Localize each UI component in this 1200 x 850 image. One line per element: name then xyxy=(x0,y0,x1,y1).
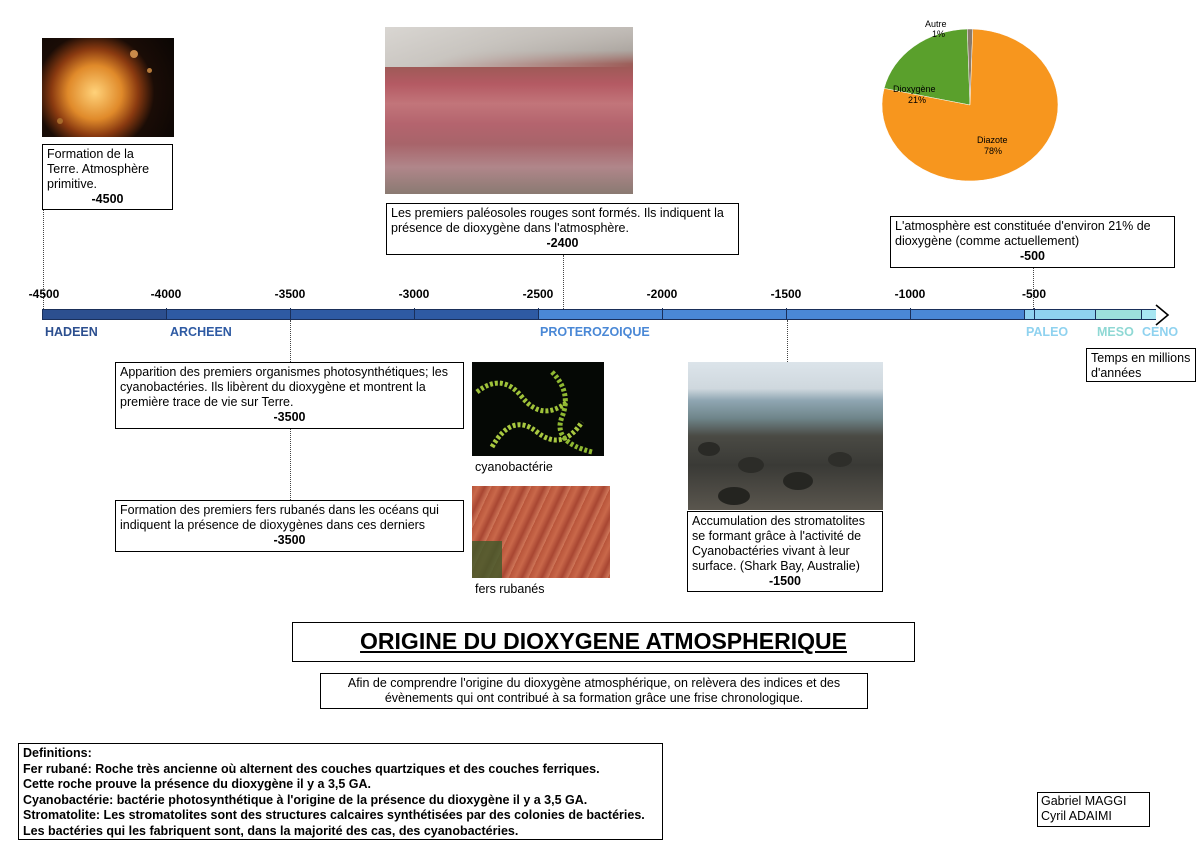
event-atmosphere xyxy=(890,216,1175,268)
tick-label: -2000 xyxy=(646,287,678,301)
tick-label: -500 xyxy=(1021,287,1047,301)
era-band-hadeen xyxy=(43,310,167,319)
cyanobacteria-filaments xyxy=(472,362,604,456)
author-name: Cyril ADAIMI xyxy=(1041,809,1112,823)
tick-mark xyxy=(166,308,167,320)
event-fers-year: -3500 xyxy=(273,533,306,547)
intro-text: Afin de comprendre l'origine du dioxygène atmosphérique, on relèvera des indices et des évènements qui ont contribué à sa formation grâce une frise chronologique. xyxy=(347,676,841,705)
definition-fer: Fer rubané: Roche très ancienne où alternent des couches quartziques et des couches ferriques. xyxy=(23,761,600,776)
event-cyanobacteries xyxy=(115,362,464,429)
tick-label: -1000 xyxy=(894,287,926,301)
authors-box xyxy=(1037,792,1150,827)
event-paleosols xyxy=(386,203,739,255)
pie-value-diazote: 78% xyxy=(984,146,1003,156)
tick-mark xyxy=(414,308,415,320)
event-paleosols-year: -2400 xyxy=(546,236,579,250)
tick-label: -3000 xyxy=(398,287,430,301)
era-label-proterozoique: PROTEROZOIQUE xyxy=(540,325,650,339)
cyanobacteria-image xyxy=(472,362,604,456)
tick-label: -3500 xyxy=(274,287,306,301)
event-fers-text: Formation des premiers fers rubanés dans les océans qui indiquent la présence de dioxygènes dans ces derniers xyxy=(120,503,439,532)
event-cyanobacteries-year: -3500 xyxy=(273,410,306,424)
atmosphere-pie-chart xyxy=(870,15,1070,190)
event-formation-text: Formation de la Terre. Atmosphère primitive. xyxy=(47,147,150,191)
tick-mark xyxy=(786,308,787,320)
tick-mark xyxy=(910,308,911,320)
era-label-ceno: CENO xyxy=(1142,325,1179,339)
definition-strom: Stromatolite: Les stromatolites sont des structures calcaires synthétisées par des colonies de bactéries. Les bactéries qui les fabriquent sont, dans la majorité des cas, des cyanobactéries. xyxy=(23,808,645,838)
definition-cyano: Cyanobactérie: bactérie photosynthétique à l'origine de la présence du dioxygène il y a 3,5 GA. xyxy=(23,792,588,807)
event-fers xyxy=(115,500,464,552)
pie-label-dioxygene: Dioxygène xyxy=(893,84,936,94)
connector-3500-a xyxy=(290,320,291,362)
tick-label: -4000 xyxy=(150,287,182,301)
event-stromatolites-text: Accumulation des stromatolites se formant grâce à l'activité de Cyanobactéries vivant à leur surface. (Shark Bay, Australie) xyxy=(692,514,865,573)
intro-box xyxy=(320,673,868,709)
author-name: Gabriel MAGGI xyxy=(1041,794,1127,808)
red-paleosol-image xyxy=(385,27,633,194)
definitions-heading: Definitions: xyxy=(23,746,92,760)
pie-label-autre: Autre xyxy=(925,19,947,29)
era-band-proterozoique xyxy=(539,310,1024,319)
earth-formation-image xyxy=(42,38,174,137)
event-formation-year: -4500 xyxy=(91,192,124,206)
era-label-archeen: ARCHEEN xyxy=(170,325,232,339)
stromatolites-image xyxy=(688,362,883,510)
pie-value-autre: 1% xyxy=(932,29,946,39)
tick-label: -2500 xyxy=(522,287,554,301)
era-label-paleo: PALEO xyxy=(1026,325,1069,339)
era-band-meso xyxy=(1095,310,1142,319)
connector-2400 xyxy=(563,255,564,309)
definition-fer-2: Cette roche prouve la présence du dioxygène il y a 3,5 GA. xyxy=(23,777,372,791)
title-box xyxy=(292,622,915,662)
page-title: ORIGINE DU DIOXYGENE ATMOSPHERIQUE xyxy=(360,628,847,654)
fers-caption: fers rubanés xyxy=(475,582,545,596)
era-band-archeen xyxy=(167,310,539,319)
pie-value-dioxygene: 21% xyxy=(908,95,927,105)
event-cyanobacteries-text: Apparition des premiers organismes photosynthétiques; les cyanobactéries. Ils libèrent du dioxygène et montrent la première trace de vie sur Terre. xyxy=(120,365,448,409)
time-unit-note: Temps en millions d'années xyxy=(1086,348,1196,382)
connector-3500-b xyxy=(290,428,291,500)
tick-mark xyxy=(538,308,539,320)
event-atmosphere-text: L'atmosphère est constituée d'environ 21% de dioxygène (comme actuellement) xyxy=(895,219,1151,248)
era-label-hadeen: HADEEN xyxy=(45,325,98,339)
tick-label: -4500 xyxy=(28,287,60,301)
definitions-box xyxy=(18,743,663,840)
tick-mark xyxy=(290,308,291,320)
cyano-caption: cyanobactérie xyxy=(475,460,553,474)
event-stromatolites-year: -1500 xyxy=(769,574,801,588)
event-stromatolites xyxy=(687,511,883,592)
tick-mark xyxy=(662,308,663,320)
connector-1500 xyxy=(787,320,788,362)
tick-label: -1500 xyxy=(770,287,802,301)
event-paleosols-text: Les premiers paléosoles rouges sont formés. Ils indiquent la présence de dioxygène dans l'atmosphère. xyxy=(391,206,724,235)
event-atmosphere-year: -500 xyxy=(1019,249,1046,263)
tick-mark xyxy=(1034,308,1035,320)
timeline-bar xyxy=(42,309,1156,320)
banded-iron-image xyxy=(472,486,610,578)
pie-label-diazote: Diazote xyxy=(977,135,1008,145)
era-label-meso: MESO xyxy=(1097,325,1134,339)
event-formation xyxy=(42,144,173,210)
